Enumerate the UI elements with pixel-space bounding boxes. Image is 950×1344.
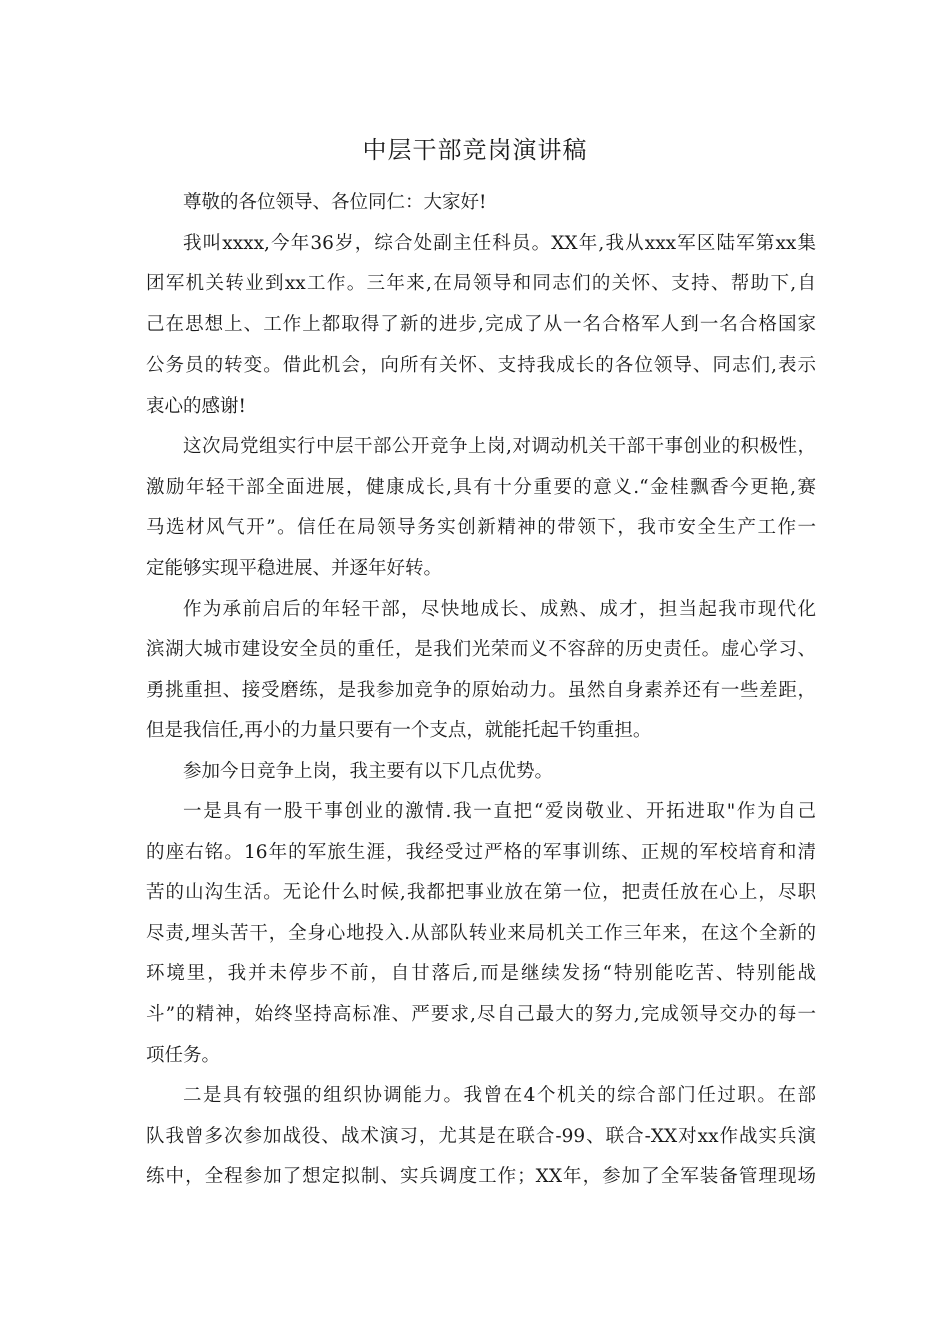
greeting-line: 尊敬的各位领导、各位同仁：大家好! bbox=[183, 192, 487, 213]
body-line: 定能够实现平稳进展、并逐年好转。 bbox=[146, 558, 443, 579]
body-line: 环境里，我并未停步不前，自甘落后,而是继续发扬“特别能吃苦、特别能战 bbox=[146, 963, 816, 984]
body-line: 衷心的感谢! bbox=[146, 396, 246, 417]
body-line: 己在思想上、工作上都取得了新的进步,完成了从一名合格军人到一名合格国家 bbox=[146, 314, 816, 335]
body-line: 尽责,埋头苦干，全身心地投入.从部队转业来局机关工作三年来，在这个全新的 bbox=[146, 923, 816, 944]
document-title: 中层干部竞岗演讲稿 bbox=[362, 136, 588, 164]
body-line: 激励年轻干部全面进展，健康成长,具有十分重要的意义.“金桂飘香今更艳,赛 bbox=[146, 477, 816, 498]
body-line: 队我曾多次参加战役、战术演习，尤其是在联合-99、联合-XX对xx作战实兵演 bbox=[146, 1126, 816, 1147]
body-line: 的座右铭。16年的军旅生涯，我经受过严格的军事训练、正规的军校培育和清 bbox=[146, 842, 816, 863]
body-line: 我叫xxxx,今年36岁，综合处副主任科员。XX年,我从xxx军区陆军第xx集 bbox=[183, 233, 816, 254]
body-line: 斗”的精神，始终坚持高标准、严要求,尽自己最大的努力,完成领导交办的每一 bbox=[146, 1004, 816, 1025]
body-line: 项任务。 bbox=[146, 1045, 221, 1066]
body-line: 苦的山沟生活。无论什么时候,我都把事业放在第一位，把责任放在心上，尽职 bbox=[146, 882, 816, 903]
body-line: 一是具有一股干事创业的激情.我一直把“爱岗敬业、开拓进取"作为自己 bbox=[183, 801, 816, 822]
body-line: 滨湖大城市建设安全员的重任，是我们光荣而义不容辞的历史责任。虚心学习、 bbox=[146, 639, 816, 660]
body-line: 勇挑重担、接受磨练，是我参加竞争的原始动力。虽然自身素养还有一些差距， bbox=[146, 680, 816, 701]
body-line: 二是具有较强的组织协调能力。我曾在4个机关的综合部门任过职。在部 bbox=[183, 1085, 816, 1106]
body-line: 作为承前启后的年轻干部，尽快地成长、成熟、成才，担当起我市现代化 bbox=[183, 599, 816, 620]
body-line: 但是我信任,再小的力量只要有一个支点，就能托起千钧重担。 bbox=[146, 720, 652, 741]
body-line: 公务员的转变。借此机会，向所有关怀、支持我成长的各位领导、同志们,表示 bbox=[146, 355, 816, 376]
body-line: 团军机关转业到xx工作。三年来,在局领导和同志们的关怀、支持、帮助下,自 bbox=[146, 273, 816, 294]
body-line: 马选材风气开”。信任在局领导务实创新精神的带领下，我市安全生产工作一 bbox=[146, 517, 816, 538]
body-line: 参加今日竞争上岗，我主要有以下几点优势。 bbox=[183, 761, 554, 782]
body-line: 这次局党组实行中层干部公开竞争上岗,对调动机关干部干事创业的积极性， bbox=[183, 436, 816, 457]
body-line: 练中，全程参加了想定拟制、实兵调度工作；XX年，参加了全军装备管理现场 bbox=[146, 1166, 816, 1187]
